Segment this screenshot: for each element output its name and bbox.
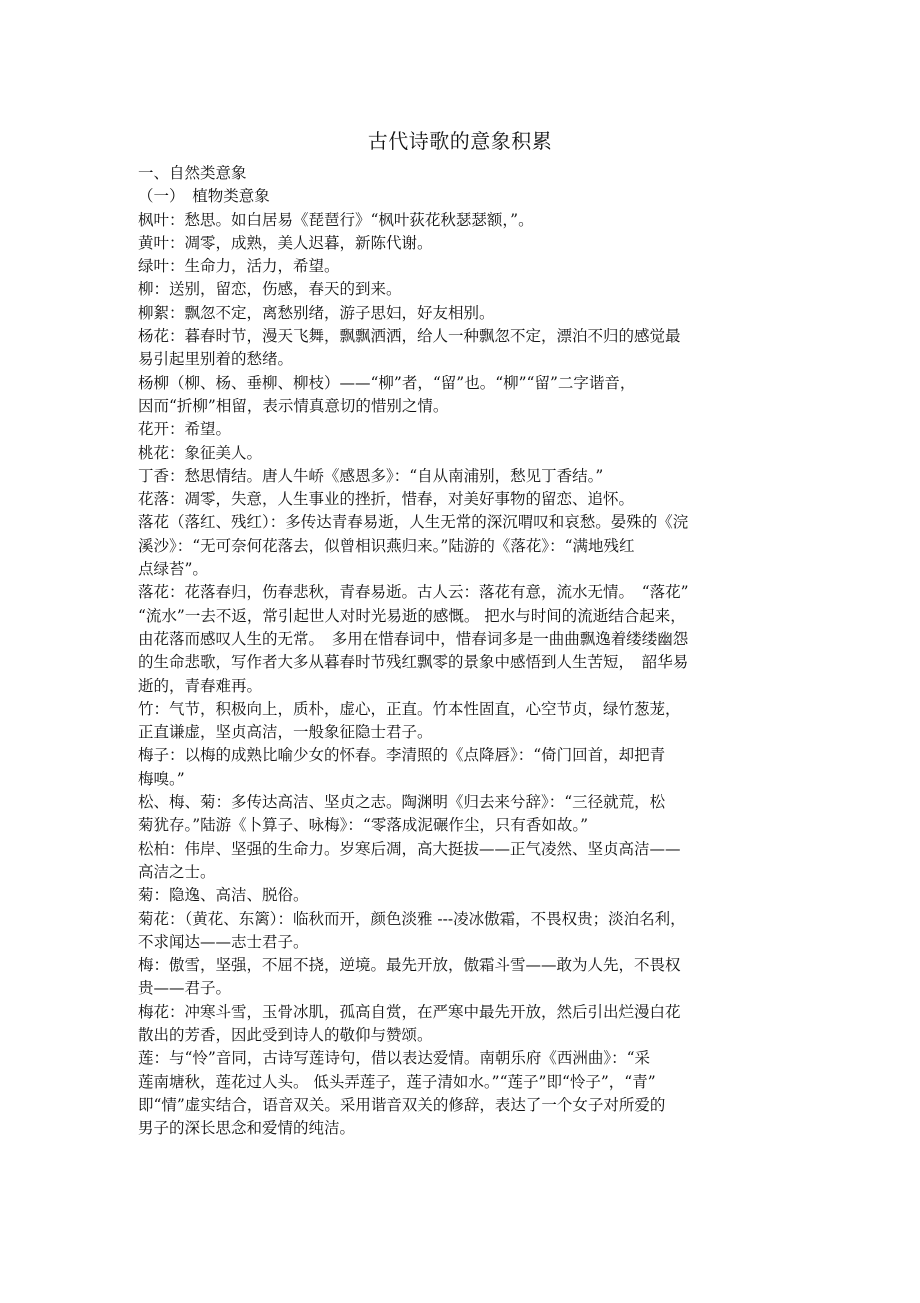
body-line: 竹：气节，积极向上，质朴，虚心，正直。竹本性固直，心空节贞，绿竹葱茏， [138, 699, 681, 718]
body-line: 散出的芳香，因此受到诗人的敬仰与赞颂。 [138, 1025, 433, 1044]
page-title: 古代诗歌的意象积累 [367, 129, 553, 153]
body-line: 莲：与“怜”音同，古诗写莲诗句，借以表达爱情。南朝乐府《西洲曲》：“采 [138, 1049, 651, 1068]
body-line: 黄叶：凋零，成熟，美人迟暮，新陈代谢。 [138, 233, 433, 252]
body-line: 正直谦虚，坚贞高洁，一般象征隐士君子。 [138, 723, 433, 742]
document-body [138, 162, 788, 1140]
body-line: 松、梅、菊：多传达高洁、坚贞之志。陶渊明《归去来兮辞》：“三径就荒，松 [138, 793, 666, 812]
body-line: 不求闻达——志士君子。 [138, 932, 309, 951]
body-line: 桃花：象征美人。 [138, 443, 263, 462]
body-line: 贵——君子。 [138, 979, 232, 998]
body-line: 落花（落红、残红）：多传达青春易逝，人生无常的深沉喟叹和哀愁。晏殊的《浣 [138, 513, 689, 532]
body-line: 松柏：伟岸、坚强的生命力。岁寒后凋，高大挺拔——正气凌然、坚贞高洁—— [138, 839, 681, 858]
body-line: 丁香：愁思情结。唐人牛峤《感恩多》：“自从南浦别，愁见丁香结。” [138, 466, 604, 485]
body-line: 柳：送别，留恋，伤感，春天的到来。 [138, 280, 402, 299]
body-line: 的生命悲歌，写作者大多从暮春时节残红飘零的景象中感悟到人生苦短， 韶华易 [138, 653, 689, 672]
body-line: 花落：凋零，失意，人生事业的挫折，惜春，对美好事物的留恋、追怀。 [138, 490, 635, 509]
body-line: 菊犹存。”陆游《卜算子、咏梅》：“零落成泥碾作尘，只有香如故。” [138, 816, 589, 835]
subsection-heading: （一） 植物类意象 [138, 187, 270, 206]
body-line: 点绿苔”。 [138, 560, 208, 579]
body-line: 逝的，青春难再。 [138, 676, 263, 695]
body-line: 梅子：以梅的成熟比喻少女的怀春。李清照的《点降唇》：“倚门回首，却把青 [138, 746, 666, 765]
body-line: 溪沙》：“无可奈何花落去，似曾相识燕归来。”陆游的《落花》：“满地残红 [138, 536, 635, 555]
body-line: 杨花：暮春时节，漫天飞舞，飘飘洒洒，给人一种飘忽不定，漂泊不归的感觉最 [138, 327, 681, 346]
body-line: 花开：希望。 [138, 420, 232, 439]
body-line: 杨柳（柳、杨、垂柳、柳枝）——“柳”者，“留”也。“柳”“留”二字谐音， [138, 373, 636, 392]
body-line: 因而“折柳”相留，表示情真意切的惜别之情。 [138, 396, 449, 415]
body-line: 易引起里别着的愁绪。 [138, 350, 294, 369]
body-line: 莲南塘秋，莲花过人头。 低头弄莲子，莲子清如水。”“莲子”即“怜子”，“青” [138, 1072, 656, 1091]
body-line: 柳絮：飘忽不定，离愁别绪，游子思妇，好友相别。 [138, 303, 495, 322]
body-line: 梅嗅。” [138, 769, 185, 788]
body-line: “流水”一去不返，常引起世人对时光易逝的感慨。 把水与时间的流逝结合起来， [138, 606, 686, 625]
body-line: 绿叶：生命力，活力，希望。 [138, 257, 340, 276]
body-line: 由花落而感叹人生的无常。 多用在惜春词中，惜春词多是一曲曲飘逸着缕缕幽怨 [138, 629, 689, 648]
body-line: 高洁之士。 [138, 862, 216, 881]
body-line: 男子的深长思念和爱情的纯洁。 [138, 1119, 356, 1138]
body-line: 即“情”虚实结合，语音双关。采用谐音双关的修辞，表达了一个女子对所爱的 [138, 1095, 666, 1114]
section-heading: 一、自然类意象 [138, 164, 247, 182]
body-line: 菊：隐逸、高洁、脱俗。 [138, 886, 309, 905]
body-line: 梅花：冲寒斗雪，玉骨冰肌，孤高自赏，在严寒中最先开放，然后引出烂漫白花 [138, 1002, 681, 1021]
body-line: 梅：傲雪，坚强，不屈不挠，逆境。最先开放，傲霜斗雪——敢为人先，不畏权 [138, 956, 681, 975]
body-line: 枫叶：愁思。如白居易《琵琶行》“枫叶荻花秋瑟瑟额，”。 [138, 210, 534, 229]
body-line: 落花：花落春归，伤春悲秋，青春易逝。古人云：落花有意，流水无情。 “落花” [138, 583, 689, 602]
body-line: 菊花：（黄花、东篱）：临秋而开，颜色淡雅 ---凌冰傲霜，不畏权贵；淡泊名利， [138, 909, 686, 928]
